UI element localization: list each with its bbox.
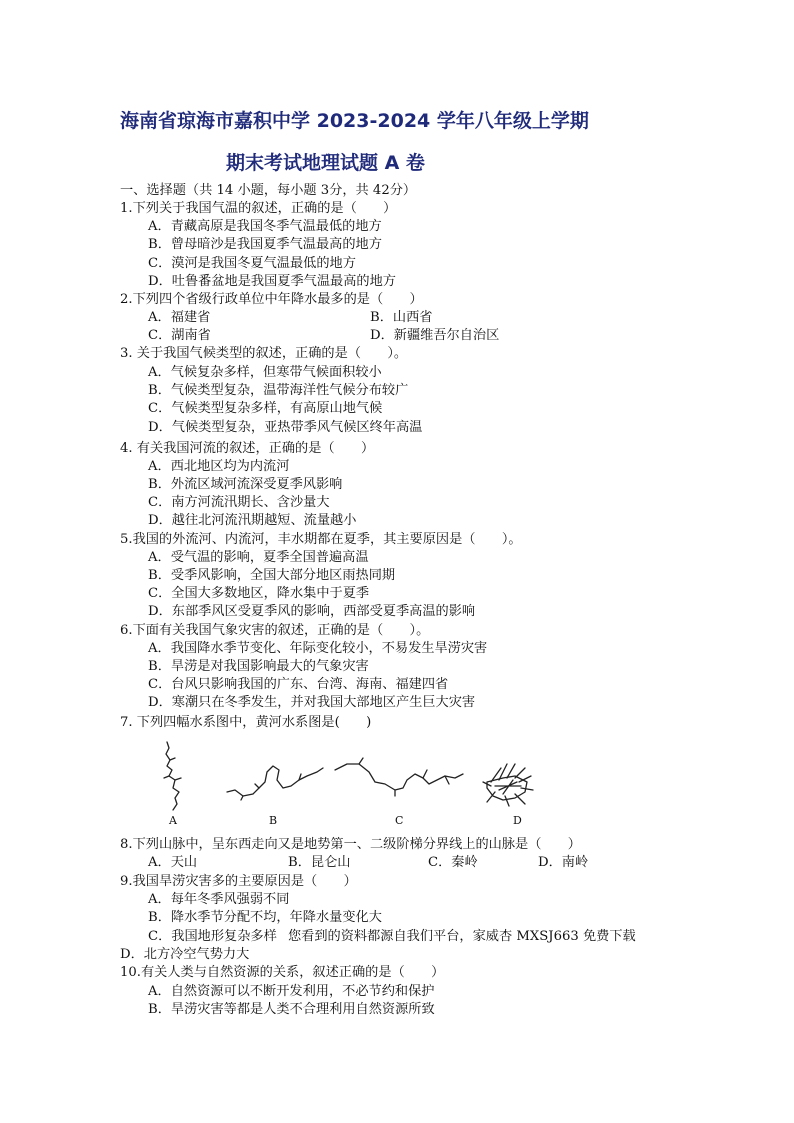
question-4-option-d: D．越往北河流汛期越短、流量越小 (148, 513, 357, 528)
question-8-option-c: C．秦岭 (428, 855, 478, 870)
river-system-drawings (155, 738, 535, 828)
question-10-option-a: A．自然资源可以不断开发利用，不必节约和保护 (148, 984, 435, 999)
question-8-option-a: A．天山 (148, 855, 198, 870)
river-diagram-c (335, 764, 463, 790)
question-4-stem: 4. 有关我国河流的叙述，正确的是（ ） (120, 441, 375, 456)
question-3-option-b: B．气候类型复杂，温带海洋性气候分布较广 (148, 383, 409, 398)
river-system-figures (155, 738, 535, 828)
question-2-option-a: A．福建省 (148, 310, 211, 325)
question-6-stem: 6.下面有关我国气象灾害的叙述，正确的是（ ）。 (120, 623, 430, 638)
question-4-option-a: A．西北地区均为内流河 (148, 459, 290, 474)
question-6-option-a: A．我国降水季节变化、年际变化较小，不易发生旱涝灾害 (148, 641, 488, 656)
question-3-option-d: D．气候类型复杂，亚热带季风气候区终年高温 (148, 420, 423, 435)
question-2-option-b: B．山西省 (370, 310, 433, 325)
river-diagram-d (483, 764, 533, 806)
question-3-option-a: A．气候复杂多样，但寒带气候面积较小 (148, 365, 382, 380)
exam-title-line-1: 海南省琼海市嘉积中学 2023-2024 学年八年级上学期 (120, 110, 589, 132)
question-9-option-c: C．我国地形复杂多样 (148, 929, 277, 944)
question-5-stem: 5.我国的外流河、内流河，丰水期都在夏季，其主要原因是（ ）。 (120, 532, 522, 547)
question-2-option-c: C．湖南省 (148, 328, 211, 343)
question-1-stem: 1.下列关于我国气温的叙述，正确的是（ ） (120, 201, 397, 216)
question-5-option-c: C．全国大多数地区，降水集中于夏季 (148, 586, 370, 601)
question-1-option-c: C．漠河是我国冬夏气温最低的地方 (148, 256, 356, 271)
figure-label-a: A (169, 814, 177, 827)
question-10-option-b: B．旱涝灾害等都是人类不合理利用自然资源所致 (148, 1002, 435, 1017)
question-1-option-a: A．青藏高原是我国冬季气温最低的地方 (148, 219, 382, 234)
question-4-option-b: B．外流区域河流深受夏季风影响 (148, 477, 343, 492)
question-9-option-a: A．每年冬季风强弱不同 (148, 892, 290, 907)
river-diagram-b (227, 766, 323, 796)
section-heading: 一、选择题（共 14 小题，每小题 3分，共 42分） (120, 183, 417, 198)
question-8-option-b: B．昆仑山 (288, 855, 351, 870)
question-8-stem: 8.下列山脉中，呈东西走向又是地势第一、二级阶梯分界线上的山脉是（ ） (120, 837, 581, 852)
question-7-stem: 7. 下列四幅水系图中，黄河水系图是( ) (120, 715, 372, 730)
question-1-option-b: B．曾母暗沙是我国夏季气温最高的地方 (148, 237, 382, 252)
question-5-option-d: D．东部季风区受夏季风的影响，西部受夏季高温的影响 (148, 604, 476, 619)
question-9-option-b: B．降水季节分配不均，年降水量变化大 (148, 910, 382, 925)
figure-label-b: B (269, 814, 278, 827)
question-6-option-c: C．台风只影响我国的广东、台湾、海南、福建四省 (148, 677, 449, 692)
question-3-option-c: C．气候类型复杂多样，有高原山地气候 (148, 401, 383, 416)
question-9-stem: 9.我国旱涝灾害多的主要原因是（ ） (120, 874, 357, 889)
question-9-option-d: D．北方冷空气势力大 (120, 947, 250, 962)
question-6-option-d: D．寒潮只在冬季发生，并对我国大部地区产生巨大灾害 (148, 695, 476, 710)
question-1-option-d: D．吐鲁番盆地是我国夏季气温最高的地方 (148, 274, 396, 289)
watermark-text: 您看到的资料都源自我们平台，家威杏 MXSJ663 免费下载 (288, 929, 636, 944)
figure-label-c: C (395, 814, 404, 827)
question-2-stem: 2.下列四个省级行政单位中年降水最多的是（ ） (120, 292, 423, 307)
question-10-stem: 10.有关人类与自然资源的关系，叙述正确的是（ ） (120, 965, 445, 980)
question-3-stem: 3. 关于我国气候类型的叙述，正确的是（ ）。 (120, 346, 408, 361)
question-2-option-d: D．新疆维吾尔自治区 (370, 328, 500, 343)
question-4-option-c: C．南方河流汛期长、含沙量大 (148, 495, 330, 510)
question-6-option-b: B．旱涝是对我国影响最大的气象灾害 (148, 659, 369, 674)
question-5-option-a: A．受气温的影响，夏季全国普遍高温 (148, 550, 369, 565)
exam-title-line-2: 期末考试地理试题 A 卷 (226, 152, 425, 174)
figure-label-d: D (513, 814, 522, 827)
question-5-option-b: B．受季风影响，全国大部分地区雨热同期 (148, 568, 396, 583)
question-8-option-d: D．南岭 (538, 855, 589, 870)
